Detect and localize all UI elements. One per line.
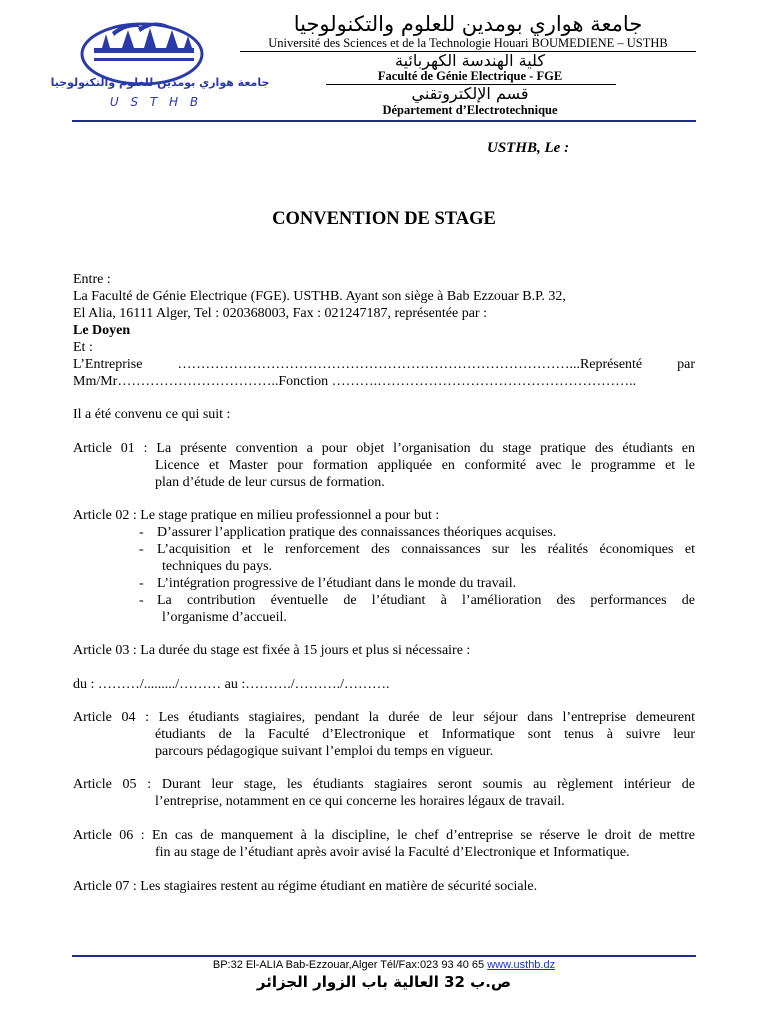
article-text: parcours pédagogique suivant l’emploi du temps en vigueur.: [155, 744, 494, 759]
university-name-arabic: جامعة هواري بومدين للعلوم والتكنولوجيا: [293, 12, 643, 36]
article-04: [73, 709, 695, 726]
website-link[interactable]: www.usthb.dz: [487, 959, 556, 971]
department-name-french: Département d’Electrotechnique: [382, 103, 558, 117]
article-label: Article 03 :: [73, 643, 137, 658]
article-text: étudiants de la Faculté d’Electronique et Informatique sont tenus à suivre leur: [155, 727, 695, 742]
university-name-french: Université des Sciences et de la Technologie Houari BOUMEDIENE – USTHB: [268, 36, 668, 50]
article-text: La présente convention a pour objet l’organisation du stage pratique des étudiants en: [156, 441, 696, 456]
logo-arabic-text: جامعة هواري بومدين للعلوم والتكنولوجيا: [50, 76, 270, 89]
footer-address-arabic: ص.ب 32 العالية باب الزوار الجزائر: [256, 973, 512, 991]
faculty-line-2: El Alia, 16111 Alger, Tel : 020368003, Fax : 021247187, représentée par :: [73, 306, 487, 321]
et-label: Et :: [73, 340, 93, 355]
faculty-name-french: Faculté de Génie Electrique - FGE: [377, 69, 563, 83]
header-rule: [72, 120, 696, 122]
department-name-arabic: قسم الإلكتروتقني: [411, 84, 529, 103]
article-06: [73, 827, 695, 844]
article-text: Durant leur stage, les étudiants stagiaires seront soumis au règlement intérieur de: [161, 777, 696, 792]
article-text: En cas de manquement à la discipline, le chef d’entreprise se réserve le droit de mettre: [152, 828, 696, 843]
faculty-name-arabic: كلية الهندسة الكهربائية: [395, 51, 545, 70]
bullet-dash: -: [139, 593, 144, 608]
article-text: Les étudiants stagiaires, pendant la durée de leur séjour dans l’entreprise demeurent: [158, 710, 695, 725]
article-label: Article 07 :: [73, 879, 137, 894]
bullet-item-continued: techniques du pays.: [162, 559, 273, 574]
article-07: [73, 878, 695, 895]
article-label: Article 06 :: [73, 828, 145, 843]
article-05: [73, 776, 695, 793]
article-01: [73, 440, 695, 457]
bullet-item: D’assurer l’application pratique des connaissances théoriques acquises.: [157, 525, 557, 540]
mm-mr-label: Mm/Mr: [73, 374, 118, 389]
bullet-dash: -: [139, 525, 144, 540]
entre-label: Entre :: [73, 272, 111, 287]
bullet-item: L’intégration progressive de l’étudiant dans le monde du travail.: [157, 576, 517, 591]
footer-address: BP:32 El-ALIA Bab-Ezzouar,Alger Tél/Fax:023 93 40 65: [212, 959, 488, 971]
du-label: du :: [73, 677, 95, 692]
doyen-label: Le Doyen: [73, 323, 131, 338]
entreprise-field: …………………………………………………………………………...: [142, 357, 580, 372]
fonction-field: ……….………………………………………………..: [328, 374, 637, 389]
place-date: USTHB, Le :: [487, 140, 570, 156]
article-label: Article 04 :: [73, 710, 150, 725]
mm-mr-field: ……………………………..: [117, 374, 279, 389]
entreprise-label: L’Entreprise: [73, 357, 143, 372]
intro-line: Il a été convenu ce qui suit :: [73, 407, 231, 422]
article-text: Les stagiaires restent au régime étudiant en matière de sécurité sociale.: [140, 879, 538, 894]
bullet-dash: -: [139, 542, 144, 557]
article-03: [73, 642, 695, 659]
date-range-line: [73, 676, 695, 693]
article-text: plan d’étude de leur cursus de formation.: [155, 475, 385, 490]
logo-latin-text: U S T H B: [109, 95, 203, 109]
article-text: fin au stage de l’étudiant après avoir avisé la Faculté d’Electronique et Informatique.: [155, 845, 630, 860]
representative-line: [73, 373, 695, 390]
article-text: Licence et Master pour formation appliquée en conformité avec le programme et le: [155, 458, 695, 473]
document-title: CONVENTION DE STAGE: [272, 209, 496, 229]
fonction-label: Fonction: [278, 374, 329, 389]
article-label: Article 02 :: [73, 508, 137, 523]
article-label: Article 01 :: [73, 441, 148, 456]
bullet-item: La contribution éventuelle de l’étudiant à l’amélioration des performances de: [157, 593, 695, 608]
faculty-line-1: La Faculté de Génie Electrique (FGE). USTHB. Ayant son siège à Bab Ezzouar B.P. 32,: [73, 289, 566, 304]
footer-rule: [72, 955, 696, 957]
footer-address-french: [0, 958, 768, 972]
article-02: [73, 507, 695, 524]
article-text: Le stage pratique en milieu professionnel a pour but :: [140, 508, 440, 523]
article-text: l’entreprise, notamment en ce qui concerne les horaires légaux de travail.: [155, 794, 565, 809]
usthb-logo-icon: [50, 14, 270, 110]
article-label: Article 05 :: [73, 777, 152, 792]
bullet-dash: -: [139, 576, 144, 591]
entreprise-line: [73, 356, 695, 373]
bullet-item-continued: l’organisme d’accueil.: [162, 610, 287, 625]
bullet-item: L’acquisition et le renforcement des connaissances sur les réalités économiques et: [157, 542, 695, 557]
article-text: La durée du stage est fixée à 15 jours et plus si nécessaire :: [140, 643, 471, 658]
represente-par-label: Représenté par: [579, 357, 695, 372]
date-range-field: ………/........./……… au :………./………./……….: [97, 677, 390, 692]
